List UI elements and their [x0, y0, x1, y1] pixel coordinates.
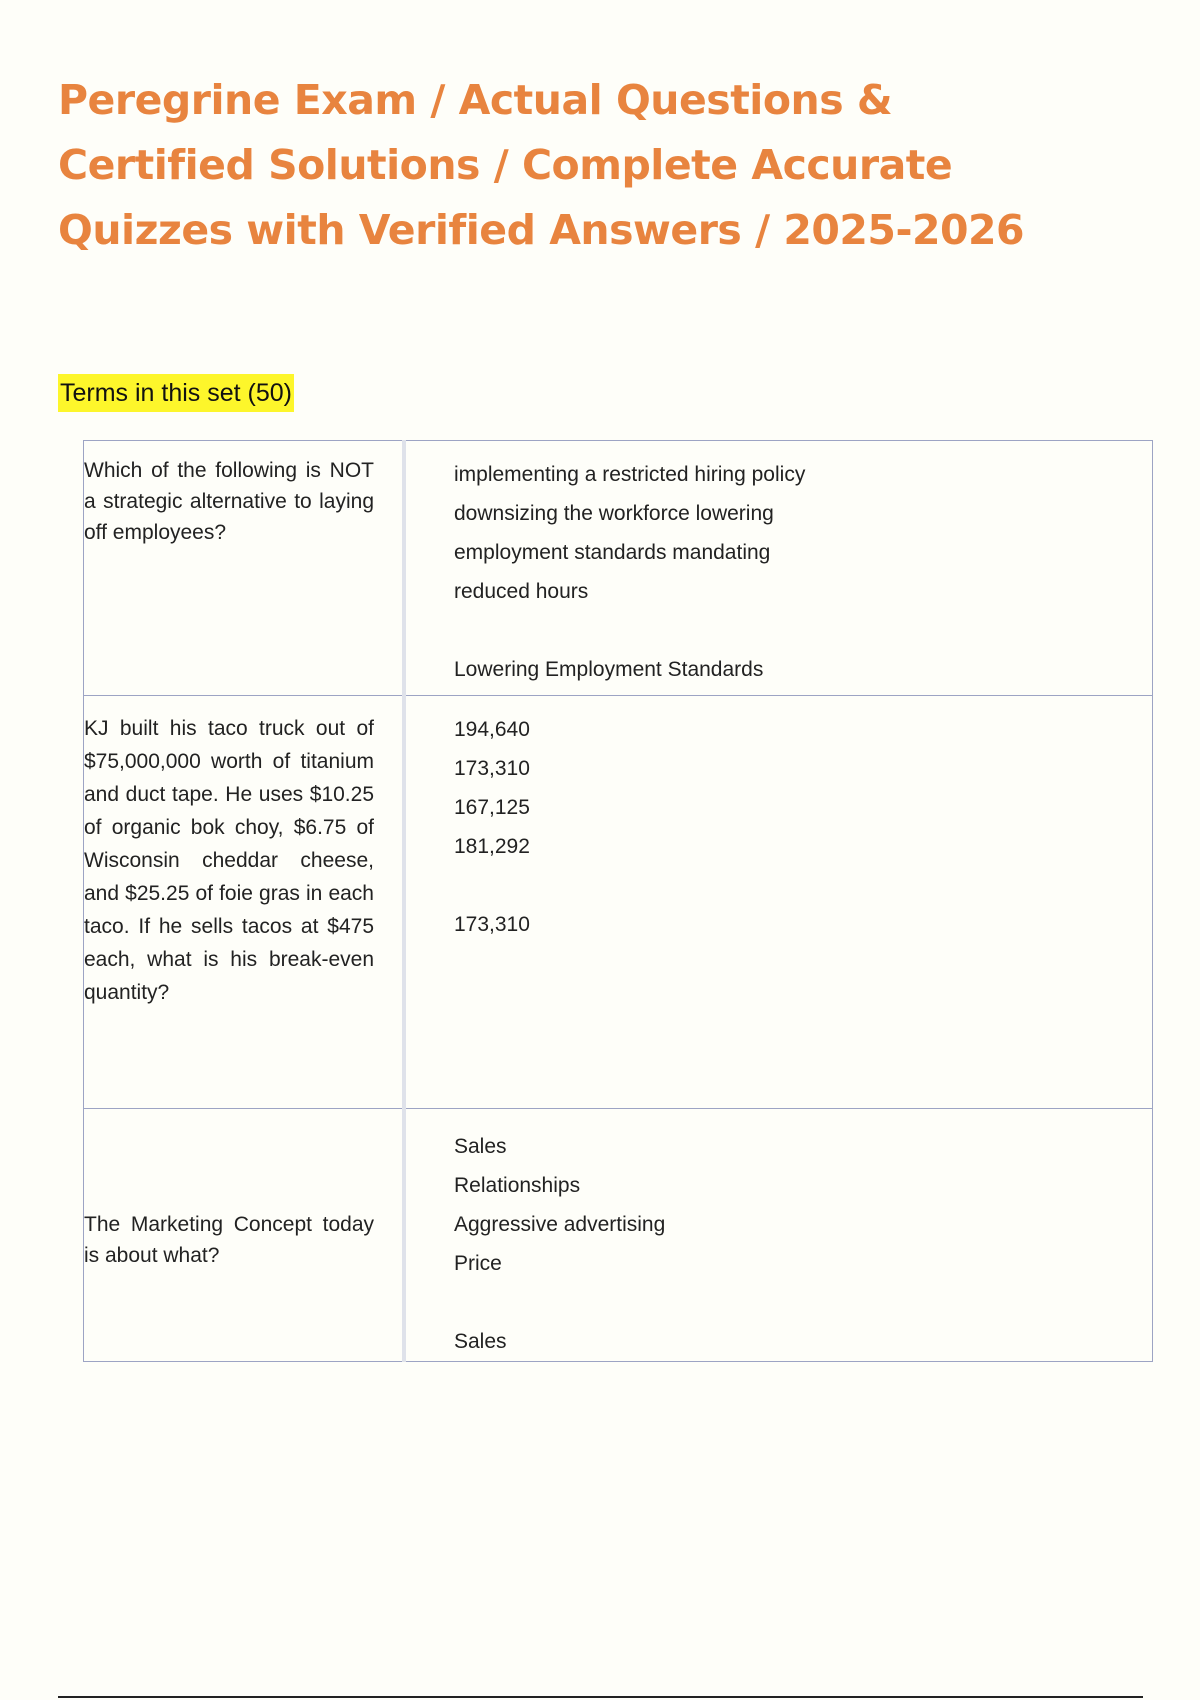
- question-text: Which of the following is NOT a strategic alternative to laying off employees?: [84, 459, 374, 544]
- option-item: 173,310: [454, 757, 530, 780]
- option-item: downsizing the workforce lowering: [454, 502, 774, 525]
- option-item: employment standards mandating: [454, 541, 771, 564]
- terms-count-label: Terms in this set (50): [58, 374, 294, 412]
- option-item: implementing a restricted hiring policy: [454, 463, 806, 486]
- option-item: Sales: [454, 1135, 507, 1158]
- answer-cell: [404, 1109, 1153, 1362]
- question-cell: [84, 1109, 405, 1362]
- option-list: [454, 1109, 1152, 1283]
- footer-divider: [58, 1696, 1143, 1698]
- correct-answer: Sales: [454, 1330, 507, 1353]
- document-title: Peregrine Exam / Actual Questions & Certified Solutions / Complete Accurate Quizzes with Verified Answers / 2025-2026: [58, 76, 1025, 254]
- option-item: reduced hours: [454, 580, 589, 603]
- question-cell: [84, 441, 405, 696]
- term-row: [84, 441, 1153, 696]
- terms-table: [83, 440, 1153, 1362]
- correct-answer: 173,310: [454, 913, 530, 936]
- option-item: Price: [454, 1252, 502, 1275]
- correct-answer: Lowering Employment Standards: [454, 658, 764, 681]
- option-list: [454, 441, 1152, 611]
- term-row: [84, 1109, 1153, 1362]
- option-item: 194,640: [454, 718, 530, 741]
- option-item: Aggressive advertising: [454, 1213, 666, 1236]
- question-cell: [84, 696, 405, 1109]
- option-item: Relationships: [454, 1174, 581, 1197]
- question-text: The Marketing Concept today is about what?: [84, 1213, 374, 1267]
- answer-cell: [404, 441, 1153, 696]
- question-text: KJ built his taco truck out of $75,000,000 worth of titanium and duct tape. He uses $10.25 of organic bok choy, $6.75 of Wisconsin cheddar cheese, and $25.25 of foie gras in each taco. If he sells tacos at $475 each, what is his break-even quantity?: [84, 717, 374, 1004]
- term-row: [84, 696, 1153, 1109]
- option-item: 167,125: [454, 796, 530, 819]
- option-item: 181,292: [454, 835, 530, 858]
- option-list: [454, 696, 1152, 866]
- answer-cell: [404, 696, 1153, 1109]
